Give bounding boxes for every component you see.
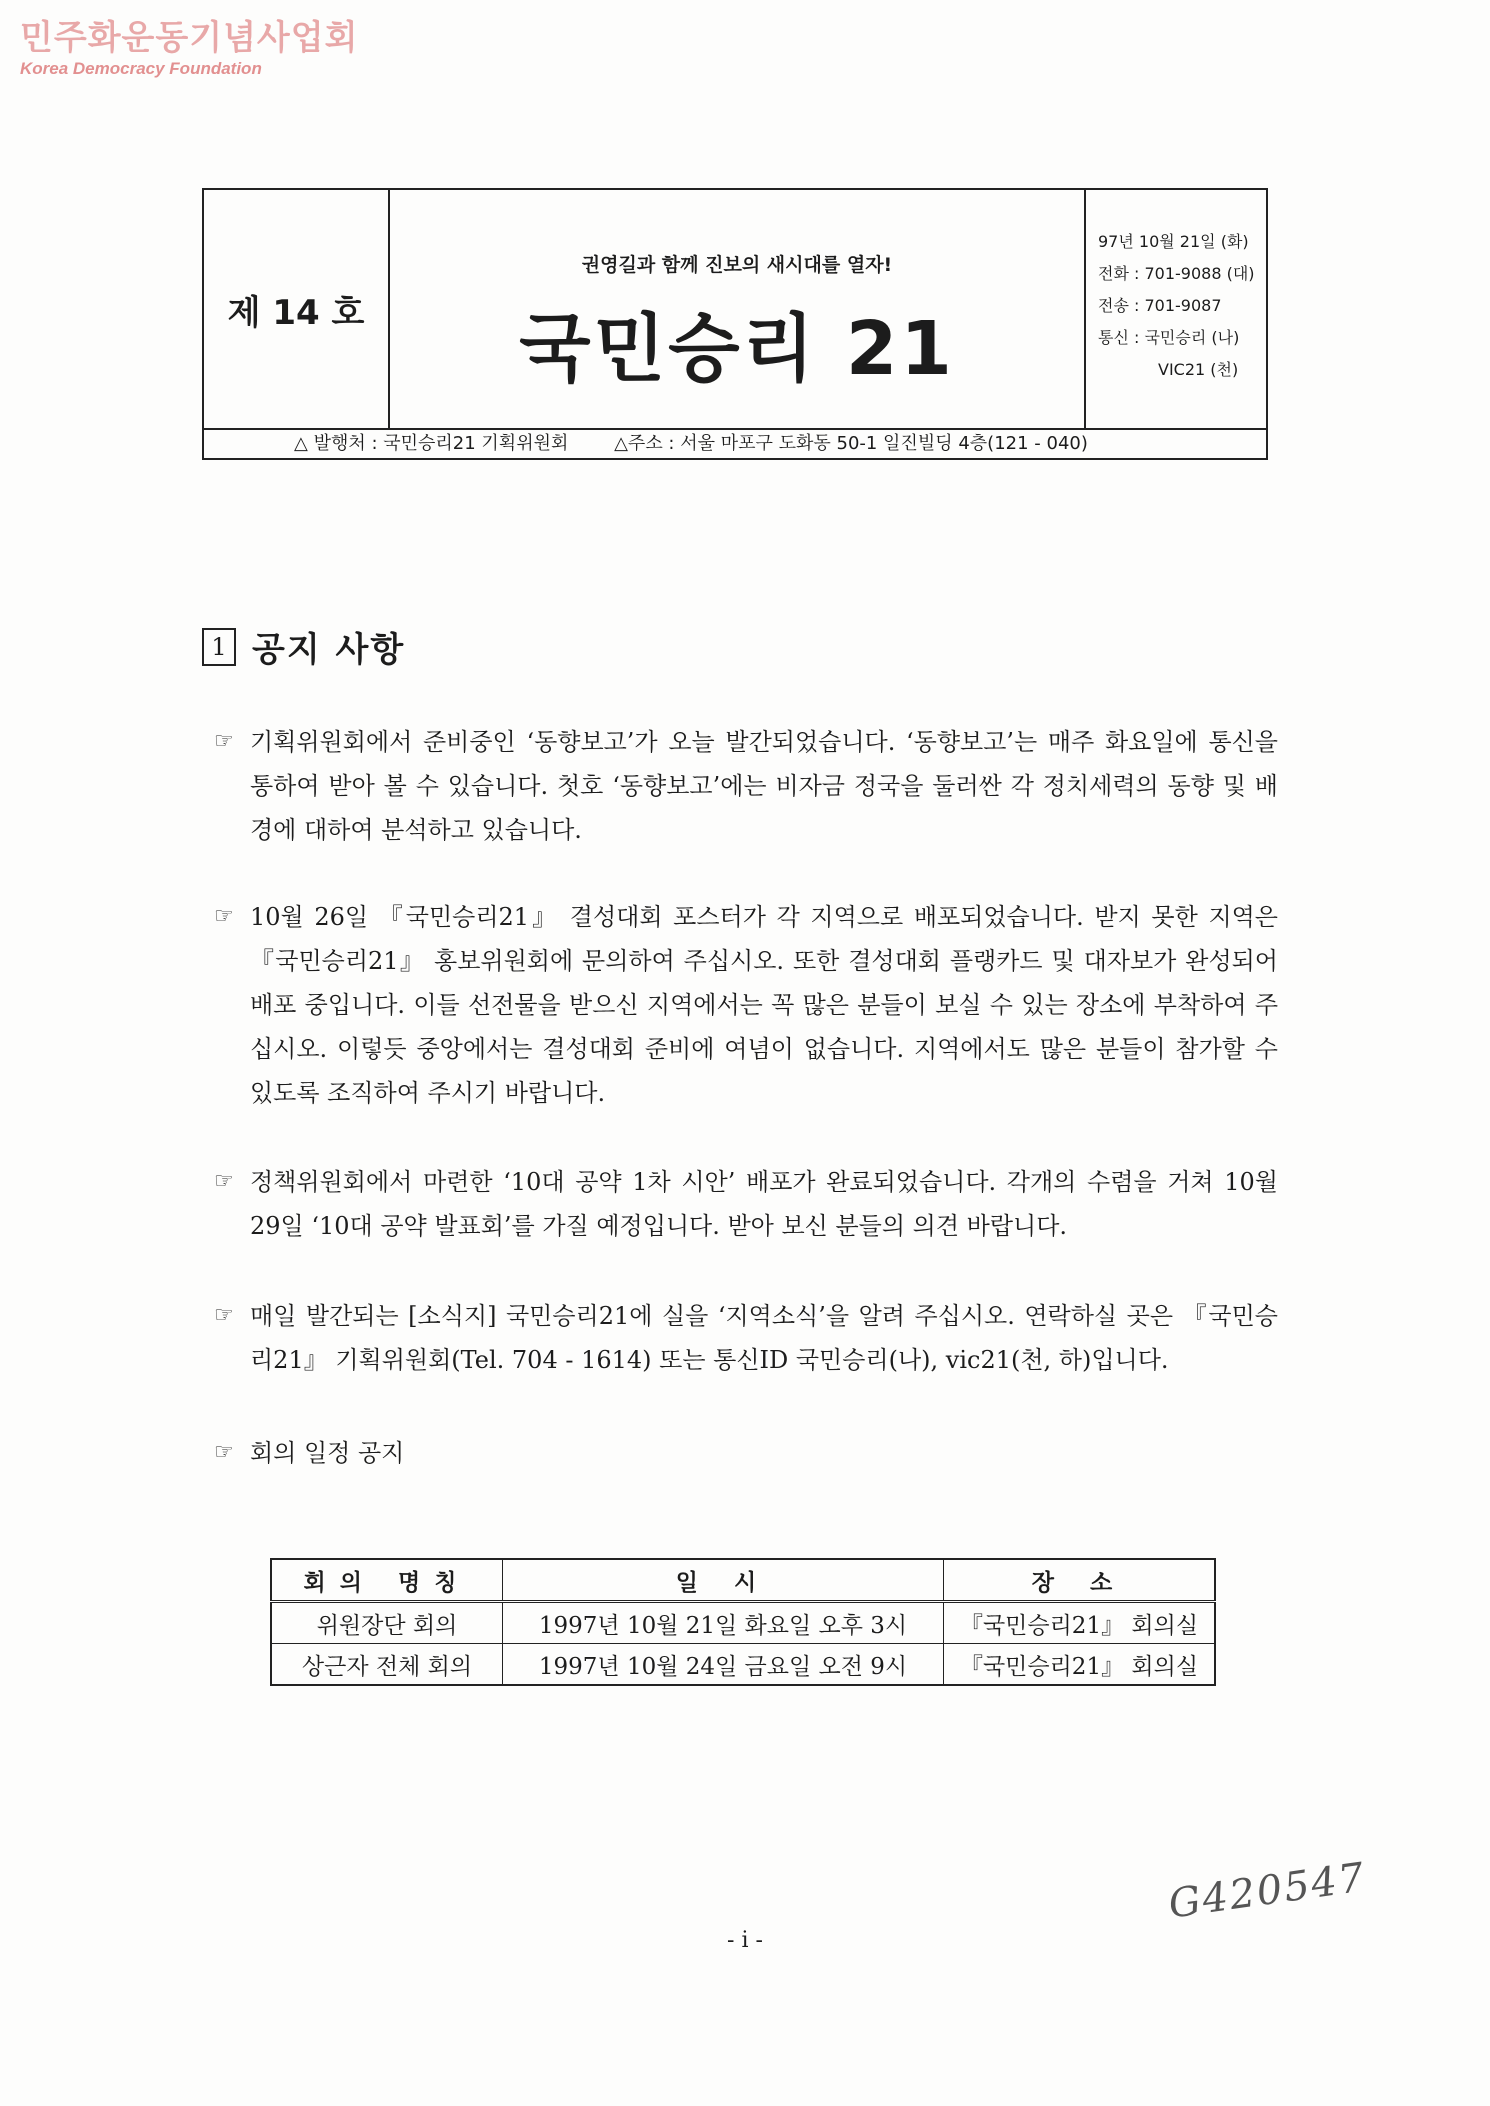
section-number: 1 [202, 628, 236, 666]
notice-item [214, 895, 1278, 1115]
table-row [271, 1644, 1215, 1686]
section-header [202, 622, 405, 671]
meeting-place: 『국민승리21』 회의실 [944, 1602, 1216, 1644]
col-header-datetime: 일 시 [503, 1559, 944, 1602]
publisher: △ 발행처 : 국민승리21 기획위원회 [294, 433, 569, 454]
notice-item [214, 1431, 1278, 1475]
meeting-schedule-table [270, 1558, 1216, 1686]
masthead-footer [204, 428, 1266, 458]
issue-date: 97년 10월 21일 (화) [1098, 232, 1249, 251]
table-header-row [271, 1559, 1215, 1602]
newsletter-title: 국민승리 21 [519, 306, 955, 392]
meeting-place: 『국민승리21』 회의실 [944, 1644, 1216, 1686]
meeting-datetime: 1997년 10월 24일 금요일 오전 9시 [503, 1644, 944, 1686]
col-header-name: 회의 명칭 [271, 1559, 503, 1602]
online-id: 통신 : 국민승리 (나) [1098, 328, 1240, 347]
page-number: - i - [727, 1928, 763, 1953]
online-id-2: VIC21 (천) [1158, 360, 1239, 379]
pointing-hand-icon: ☞ [214, 1440, 234, 1465]
pointing-hand-icon: ☞ [214, 1303, 234, 1328]
table-row [271, 1602, 1215, 1644]
pointing-hand-icon: ☞ [214, 1169, 234, 1194]
notice-text: 기획위원회에서 준비중인 ‘동향보고’가 오늘 발간되었습니다. ‘동향보고’는 매주 화요일에 통신을 통하여 받아 볼 수 있습니다. 첫호 ‘동향보고’에는 비자금 정국을 둘러싼 각 정치세력의 동향 및 배경에 대하여 분석하고 있습니다. [250, 728, 1278, 844]
notice-text: 정책위원회에서 마련한 ‘10대 공약 1차 시안’ 배포가 완료되었습니다. 각개의 수렴을 거쳐 10월 29일 ‘10대 공약 발표회’를 가질 예정입니다. 받아 보신 분들의 의견 바랍니다. [250, 1168, 1278, 1240]
issue-number: 제 14 호 [204, 190, 390, 428]
section-title: 공지 사항 [252, 630, 406, 670]
slogan: 권영길과 함께 진보의 새시대를 열자! [581, 254, 893, 276]
notice-text: 10월 26일 『국민승리21』 결성대회 포스터가 각 지역으로 배포되었습니다. 받지 못한 지역은 『국민승리21』 홍보위원회에 문의하여 주십시오. 또한 결성대회 플랭카드 및 대자보가 완성되어 배포 중입니다. 이들 선전물을 받으신 지역에서는 꼭 많은 분들이 보실 수 있는 장소에 부착하여 주십시오. 이렇듯 중앙에서는 결성대회 준비에 여념이 없습니다. 지역에서도 많은 분들이 참가할 수 있도록 조직하여 주시기 바랍니다. [250, 903, 1278, 1107]
notice-text: 회의 일정 공지 [250, 1439, 405, 1467]
handwritten-note: G420547 [1165, 1854, 1369, 1928]
contact-info [1084, 190, 1266, 428]
watermark-korean: 민주화운동기념사업회 [20, 18, 359, 58]
notice-item [214, 1294, 1278, 1382]
masthead [202, 188, 1268, 460]
pointing-hand-icon: ☞ [214, 729, 234, 754]
watermark-english: Korea Democracy Foundation [20, 59, 262, 78]
notice-item [214, 1160, 1278, 1248]
notice-text: 매일 발간되는 [소식지] 국민승리21에 실을 ‘지역소식’을 알려 주십시오. 연락하실 곳은 『국민승리21』 기획위원회(Tel. 704 - 1614) 또는 통신ID 국민승리(나), vic21(천, 하)입니다. [250, 1302, 1278, 1374]
fax: 전송 : 701-9087 [1098, 296, 1222, 315]
masthead-center [390, 190, 1084, 428]
phone: 전화 : 701-9088 (대) [1098, 264, 1255, 283]
pointing-hand-icon: ☞ [214, 904, 234, 929]
notice-item [214, 720, 1278, 852]
meeting-name: 위원장단 회의 [271, 1602, 503, 1644]
watermark-logo [20, 18, 358, 80]
address: △주소 : 서울 마포구 도화동 50-1 일진빌딩 4층(121 - 040) [614, 433, 1088, 454]
col-header-place: 장 소 [944, 1559, 1216, 1602]
meeting-datetime: 1997년 10월 21일 화요일 오후 3시 [503, 1602, 944, 1644]
meeting-name: 상근자 전체 회의 [271, 1644, 503, 1686]
